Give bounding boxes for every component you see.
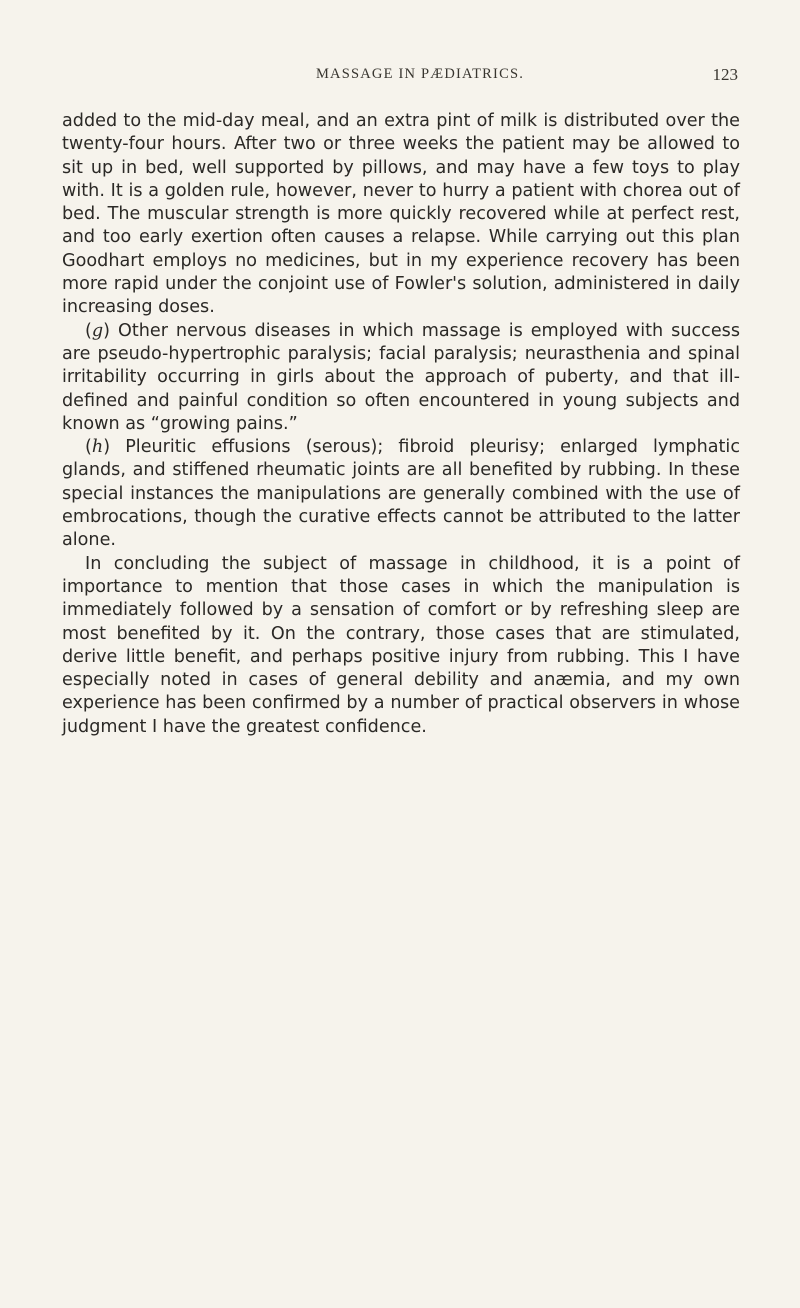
page-number: 123 [712, 65, 738, 84]
paren-open: ( [85, 437, 92, 458]
body-text [62, 110, 740, 739]
running-head: MASSAGE IN PÆDIATRICS. [315, 66, 525, 82]
paragraph-h-pleuritic-effusions [62, 436, 740, 552]
paren-close: ) [103, 320, 111, 341]
paragraph-text: Pleuritic effusions (serous); fibroid pleurisy; enlarged lymphatic glands, and stiffened rheumatic joints are all benefited by rubbing. In these special instances the manipulations are generally combined with the use of embrocations, though the curative effects cannot be attributed to the latter alone. [62, 437, 740, 551]
paragraph-g-nervous-diseases [62, 320, 740, 436]
section-marker-g: g [91, 320, 104, 341]
paragraph-chorea-continued [62, 110, 740, 320]
paren-open: ( [85, 320, 92, 341]
paragraph-concluding [62, 553, 740, 739]
paragraph-text: Other nervous diseases in which massage is employed with success are pseudo-hypertrophic paralysis; facial paralysis; neurasthenia and spinal irritability occurring in girls about the approach of puberty, and that ill-defined and painful condition so often encountered in young subjects and known as “growing pains.” [62, 320, 740, 434]
paren-close: ) [103, 437, 111, 458]
page-header [160, 64, 740, 92]
paragraph-text: added to the mid-day meal, and an extra pint of milk is distributed over the twenty-four hours. After two or three weeks the patient may be allowed to sit up in bed, well supported by pillows, and may have a few toys to play with. It is a golden rule, however, never to hurry a patient with chorea out of bed. The muscular strength is more quickly recovered while at perfect rest, and too early exertion often causes a relapse. While carrying out this plan Goodhart employs no medicines, but in my experience recovery has been more rapid under the conjoint use of Fowler's solution, administered in daily increasing doses. [62, 111, 740, 318]
section-marker-h: h [91, 437, 104, 458]
paragraph-text: In concluding the subject of massage in childhood, it is a point of importance to mention that those cases in which the manipulation is immediately followed by a sensation of comfort or by refreshing sleep are most benefited by it. On the contrary, those cases that are stimulated, derive little benefit, and perhaps positive injury from rubbing. This I have especially noted in cases of general debility and anæmia, and my own experience has been confirmed by a number of practical observers in whose judgment I have the greatest confidence. [62, 553, 740, 737]
